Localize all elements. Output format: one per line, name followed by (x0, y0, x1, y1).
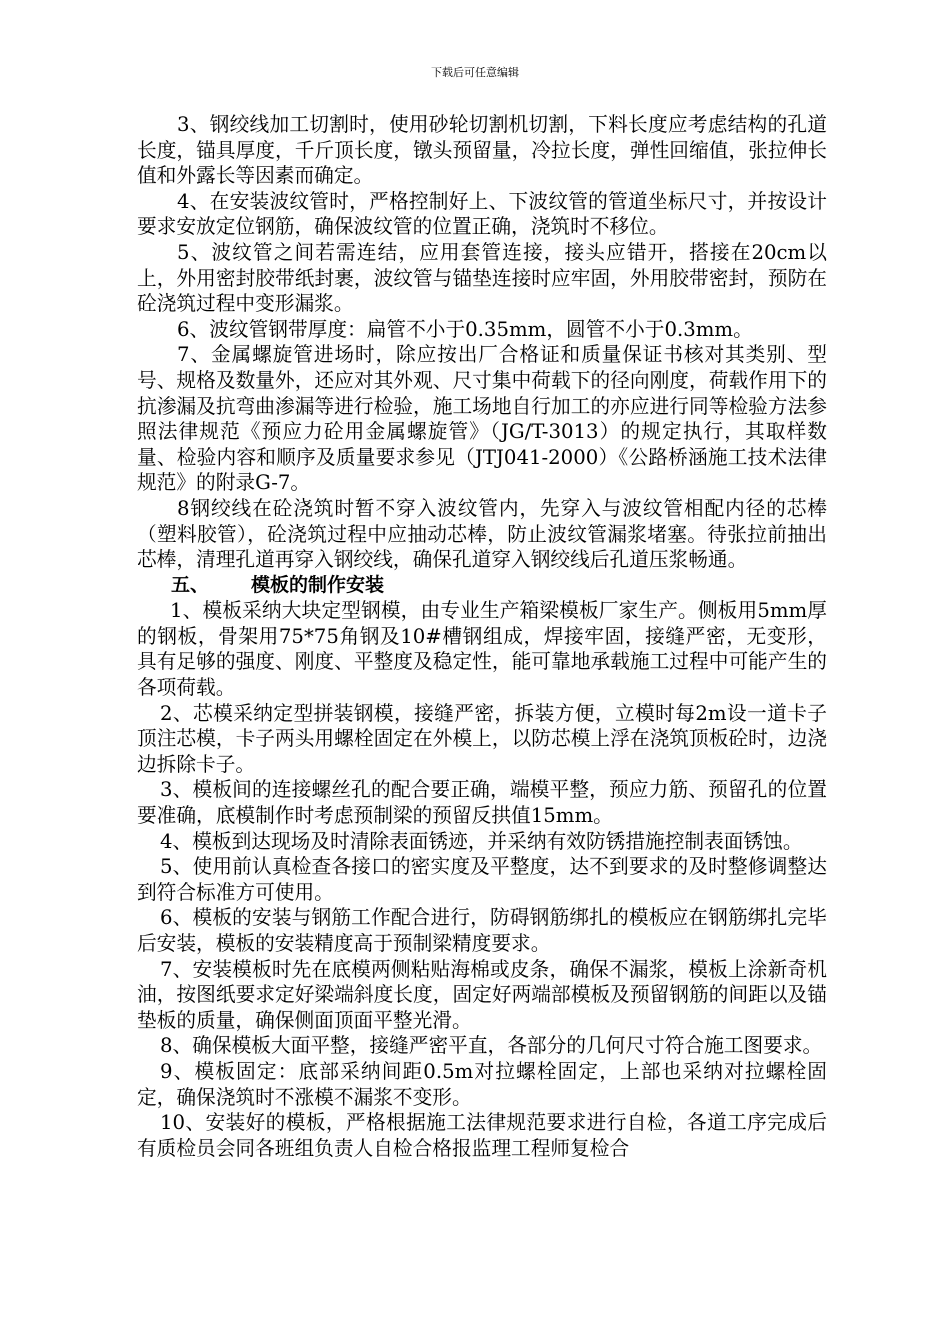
section-paragraph-1: 1、模板采纳大块定型钢模，由专业生产箱梁模板厂家生产。侧板用5mm厚的钢板，骨架用75*75角钢及10#槽钢组成，焊接牢固，接缝严密，无变形，具有足够的强度、刚度、平整度及稳定性，能可靠地承载施工过程中可能产生的各项荷载。 (137, 599, 827, 700)
section-number: 五、 (171, 573, 210, 596)
section-paragraph-2: 2、芯模采纳定型拼装钢模，接缝严密，拆装方便，立模时每2m设一道卡子顶注芯模，卡子两头用螺栓固定在外模上，以防芯模上浮在浇筑顶板砼时，边浇边拆除卡子。 (137, 701, 827, 776)
page-header: 下载后可任意编辑 (431, 66, 519, 79)
paragraph-3: 3、钢绞线加工切割时，使用砂轮切割机切割，下料长度应考虑结构的孔道长度，锚具厚度，千斤顶长度，镦头预留量，冷拉长度，弹性回缩值，张拉伸长值和外露长等因素而确定。 (137, 113, 827, 188)
paragraph-5: 5、波纹管之间若需连结，应用套管连接，接头应错开，搭接在20cm以上，外用密封胶带纸封裹，波纹管与锚垫连接时应牢固，外用胶带密封，预防在砼浇筑过程中变形漏浆。 (137, 240, 827, 316)
section-paragraph-5: 5、使用前认真检查各接口的密实度及平整度，达不到要求的及时整修调整达到符合标准方可使用。 (137, 855, 827, 904)
section-paragraph-9: 9、模板固定：底部采纳间距0.5m对拉螺栓固定，上部也采纳对拉螺栓固定，确保浇筑时不涨模不漏浆不变形。 (137, 1059, 827, 1109)
paragraph-8: 8钢绞线在砼浇筑时暂不穿入波纹管内，先穿入与波纹管相配内径的芯棒（塑料胶管），砼浇筑过程中应抽动芯棒，防止波纹管漏浆堵塞。待张拉前抽出芯棒，清理孔道再穿入钢绞线，确保孔道穿入钢绞线后孔道压浆畅通。 (137, 496, 827, 572)
section-paragraph-3: 3、模板间的连接螺丝孔的配合要正确，端模平整，预应力筋、预留孔的位置要准确，底模制作时考虑预制梁的预留反拱值15mm。 (137, 778, 827, 828)
paragraph-4: 4、在安装波纹管时，严格控制好上、下波纹管的管道坐标尺寸，并按设计要求安放定位钢筋，确保波纹管的位置正确，浇筑时不移位。 (137, 189, 827, 239)
section-paragraph-4: 4、模板到达现场及时清除表面锈迹，并采纳有效防锈措施控制表面锈蚀。 (160, 829, 803, 853)
document-body (137, 112, 827, 1161)
section-paragraph-8: 8、确保模板大面平整，接缝严密平直，各部分的几何尺寸符合施工图要求。 (160, 1034, 823, 1058)
section-heading (137, 573, 827, 599)
section-title: 模板的制作安装 (251, 573, 385, 596)
section-paragraph-7: 7、安装模板时先在底模两侧粘贴海棉或皮条，确保不漏浆，模板上涂新奇机油，按图纸要求定好梁端斜度长度，固定好两端部模板及预留钢筋的间距以及锚垫板的质量，确保侧面顶面平整光滑。 (137, 957, 827, 1032)
section-paragraph-6: 6、模板的安装与钢筋工作配合进行，防碍钢筋绑扎的模板应在钢筋绑扎完毕后安装，模板的安装精度高于预制梁精度要求。 (137, 906, 827, 955)
paragraph-7: 7、金属螺旋管进场时，除应按出厂合格证和质量保证书核对其类别、型号、规格及数量外，还应对其外观、尺寸集中荷载下的径向刚度，荷载作用下的抗渗漏及抗弯曲渗漏等进行检验，施工场地自行加工的亦应进行同等检验方法参照法律规范《预应力砼用金属螺旋管》（JG/T-3013）的规定执行，其取样数量、检验内容和顺序及质量要求参见（JTJ041-2000）《公路桥涵施工技术法律规范》的附录G-7。 (137, 343, 827, 495)
section-paragraph-10: 10、安装好的模板，严格根据施工法律规范要求进行自检，各道工序完成后有质检员会同各班组负责人自检合格报监理工程师复检合 (137, 1111, 827, 1160)
paragraph-6: 6、波纹管钢带厚度：扁管不小于0.35mm，圆管不小于0.3mm。 (177, 317, 753, 341)
